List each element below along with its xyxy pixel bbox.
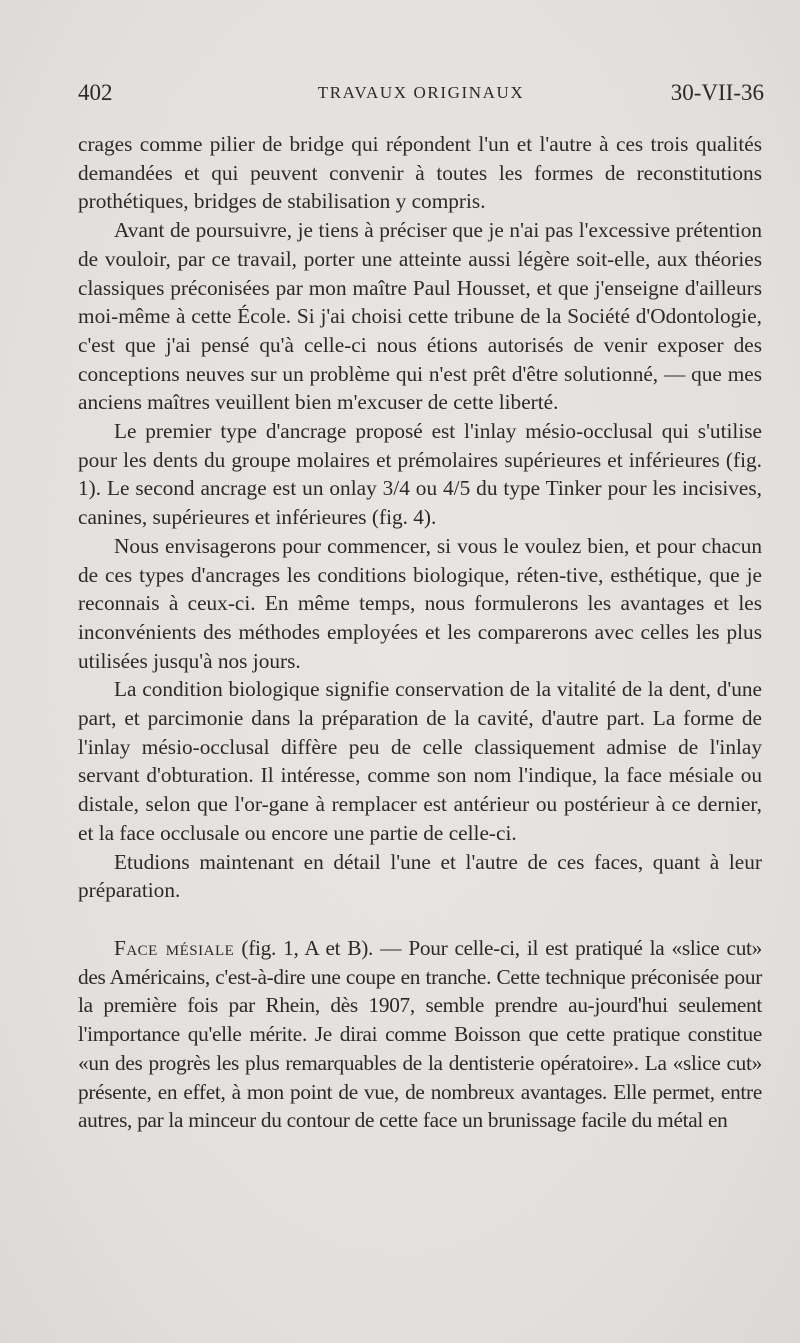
paragraph: Nous envisagerons pour commencer, si vous le voulez bien, et pour chacun de ces types d'ancrages les conditions biologique, réten-tive, esthétique, que je reconnais à ceux-ci. En même temps, nous formulerons les avantages et les inconvénients des méthodes employées et les comparerons avec celles les plus utilisées jusqu'à nos jours. bbox=[78, 533, 762, 673]
paragraph: La condition biologique signifie conservation de la vitalité de la dent, d'une part, et parcimonie dans la préparation de la cavité, d'autre part. La forme de l'inlay mésio-occlusal diffère peu de celle classiquement admise de l'inlay servant d'obturation. Il intéresse, comme son nom l'indique, la face mésiale ou distale, selon que l'or-gane à remplacer est antérieur ou postérieur à ce dernier, et la face occlusale ou encore une partie de celle-ci. bbox=[78, 677, 762, 845]
issue-date: 30-VII-36 bbox=[670, 80, 764, 105]
paragraph: Le premier type d'ancrage proposé est l'inlay mésio-occlusal qui s'utilise pour les dents du groupe molaires et prémolaires supérieures et inférieures (fig. 1). Le second ancrage est un onlay 3/4 ou 4/5 du type Tinker pour les incisives, canines, supérieures et inférieures (fig. 4). bbox=[78, 419, 762, 530]
section-paragraph bbox=[78, 934, 762, 1135]
section-heading: Face mésiale bbox=[114, 935, 235, 960]
paragraph: Avant de poursuivre, je tiens à préciser que je n'ai pas l'excessive prétention de vouloir, par ce travail, porter une atteinte aussi légère soit-elle, aux théories classiques préconisées par mon maître Paul Housset, et que j'enseigne d'ailleurs moi-même à cette École. Si j'ai choisi cette tribune de la Société d'Odontologie, c'est que j'ai pensé qu'à celle-ci nous étions autorisés de venir exposer des conceptions neuves sur un problème qui n'est prêt d'être solutionné, — que mes anciens maîtres veuillent bien m'excuser de cette liberté. bbox=[78, 218, 762, 415]
paragraph-continuation: crages comme pilier de bridge qui répondent l'un et l'autre à ces trois qualités demandées et qui peuvent convenir à toutes les formes de reconstitutions prothétiques, bridges de stabilisation y compris. bbox=[78, 132, 762, 214]
page-number: 402 bbox=[78, 80, 113, 105]
page-header bbox=[78, 80, 764, 116]
section-text: (fig. 1, A et B). — Pour celle-ci, il est pratiqué la «slice cut» des Américains, c'est-à-dire une coupe en tranche. Cette technique préconisée pour la première fois par Rhein, dès 1907, semble prendre au-jourd'hui seulement l'importance qu'elle mérite. Je dirai comme Boisson que cette pratique constitue «un des progrès les plus remarquables de la dentisterie opératoire». La «slice cut» présente, en effet, à mon point de vue, de nombreux avantages. Elle permet, entre autres, par la minceur du contour de cette face un brunissage facile du métal en bbox=[78, 935, 763, 1133]
paragraph: Etudions maintenant en détail l'une et l'autre de ces faces, quant à leur préparation. bbox=[78, 849, 762, 903]
running-title: TRAVAUX ORIGINAUX bbox=[317, 83, 525, 102]
article-body bbox=[78, 130, 762, 1135]
